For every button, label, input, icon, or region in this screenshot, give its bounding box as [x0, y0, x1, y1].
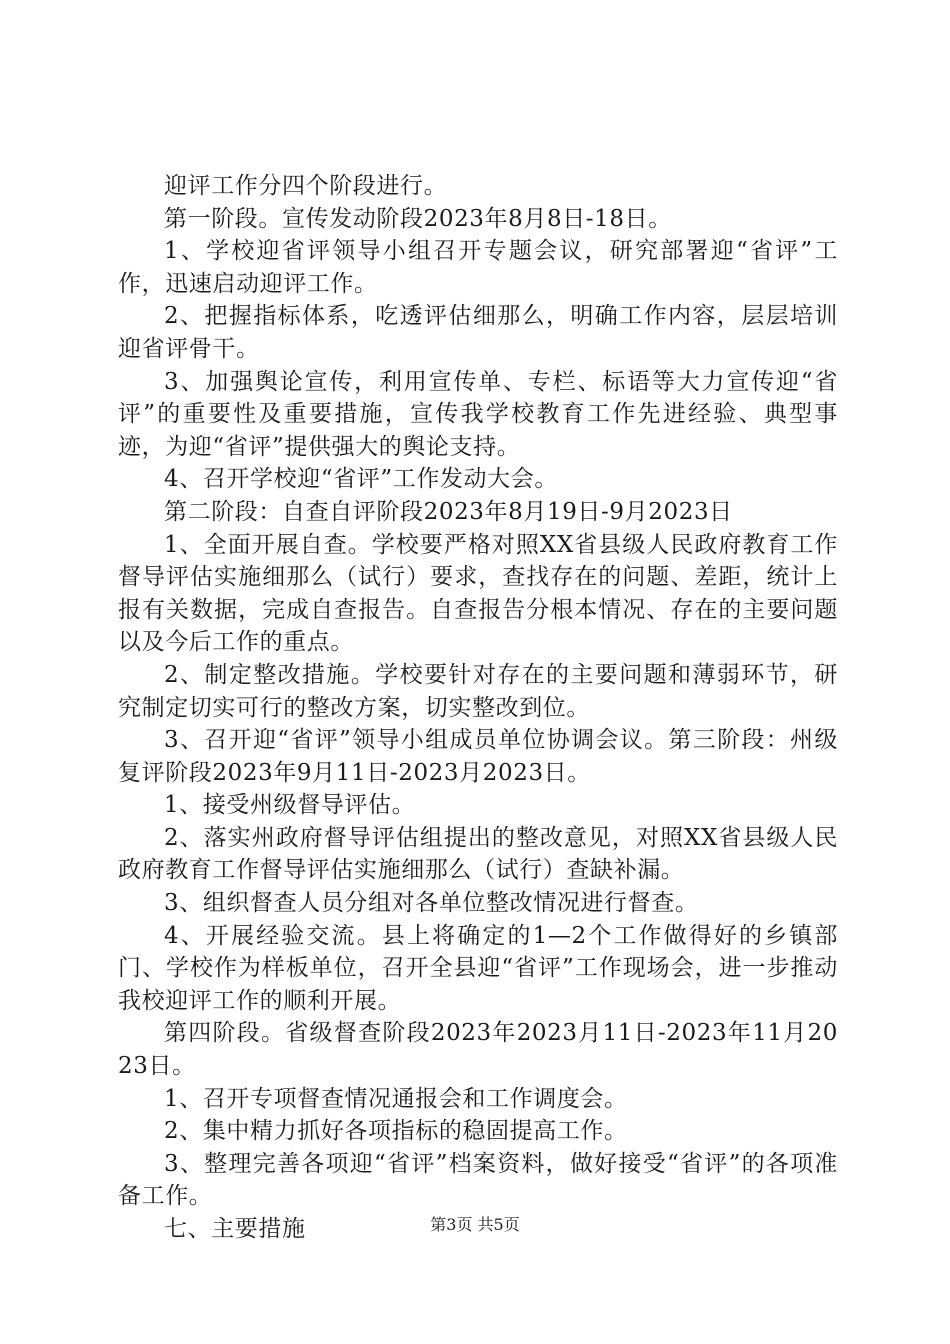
paragraph-stage-one-item-1: 1、学校迎省评领导小组召开专题会议，研究部署迎“省评”工作，迅速启动迎评工作。 [118, 238, 838, 297]
paragraph-stage-four-heading: 第四阶段。省级督查阶段2023年2023月11日-2023年11月2023日。 [118, 1020, 838, 1080]
page-number-footer: 第3页 共5页 [430, 1215, 520, 1234]
paragraph-stage-one-heading: 第一阶段。宣传发动阶段2023年8月8日-18日。 [164, 205, 672, 232]
paragraph-stage-three-item-3: 3、组织督查人员分组对各单位整改情况进行督查。 [164, 890, 699, 917]
paragraph-stage-one-item-2: 2、把握指标体系，吃透评估细那么，明确工作内容，层层培训迎省评骨干。 [118, 303, 838, 362]
paragraph-stage-two-item-1: 1、全面开展自查。学校要严格对照XX省县级人民政府教育工作督导评估实施细那么（试行）要求，查找存在的问题、差距，统计上报有关数据，完成自查报告。自查报告分根本情况、存在的主要问题以及今后工作的重点。 [118, 531, 838, 656]
paragraph-stage-four-item-3: 3、整理完善各项迎“省评”档案资料，做好接受“省评”的各项准备工作。 [118, 1150, 838, 1210]
paragraph-stage-one-item-4: 4、召开学校迎“省评”工作发动大会。 [164, 466, 558, 493]
paragraph-stage-three-item-4: 4、开展经验交流。县上将确定的1—2个工作做得好的乡镇部门、学校作为样板单位，召开全县迎“省评”工作现场会，进一步推动我校迎评工作的顺利开展。 [118, 922, 838, 1014]
section-heading-main-measures: 七、主要措施 [164, 1216, 306, 1242]
paragraph-stage-intro: 迎评工作分四个阶段进行。 [164, 173, 448, 199]
document-body [118, 170, 838, 1246]
paragraph-stage-one-item-3: 3、加强舆论宣传，利用宣传单、专栏、标语等大力宣传迎“省评”的重要性及重要措施，宣传我学校教育工作先进经验、典型事迹，为迎“省评”提供强大的舆论支持。 [118, 368, 838, 460]
paragraph-stage-two-item-3: 3、召开迎“省评”领导小组成员单位协调会议。第三阶段：州级复评阶段2023年9月11日-2023月2023日。 [118, 727, 838, 786]
paragraph-stage-two-heading: 第二阶段：自查自评阶段2023年8月19日-9月2023日 [164, 498, 733, 525]
paragraph-stage-four-item-1: 1、召开专项督查情况通报会和工作调度会。 [164, 1085, 628, 1112]
paragraph-stage-three-item-2: 2、落实州政府督导评估组提出的整改意见，对照XX省县级人民政府教育工作督导评估实施细那么（试行）查缺补漏。 [118, 824, 838, 884]
paragraph-stage-two-item-2: 2、制定整改措施。学校要针对存在的主要问题和薄弱环节，研究制定切实可行的整改方案，切实整改到位。 [118, 661, 838, 721]
paragraph-stage-three-item-1: 1、接受州级督导评估。 [164, 792, 416, 819]
paragraph-stage-four-item-2: 2、集中精力抓好各项指标的稳固提高工作。 [164, 1118, 628, 1145]
